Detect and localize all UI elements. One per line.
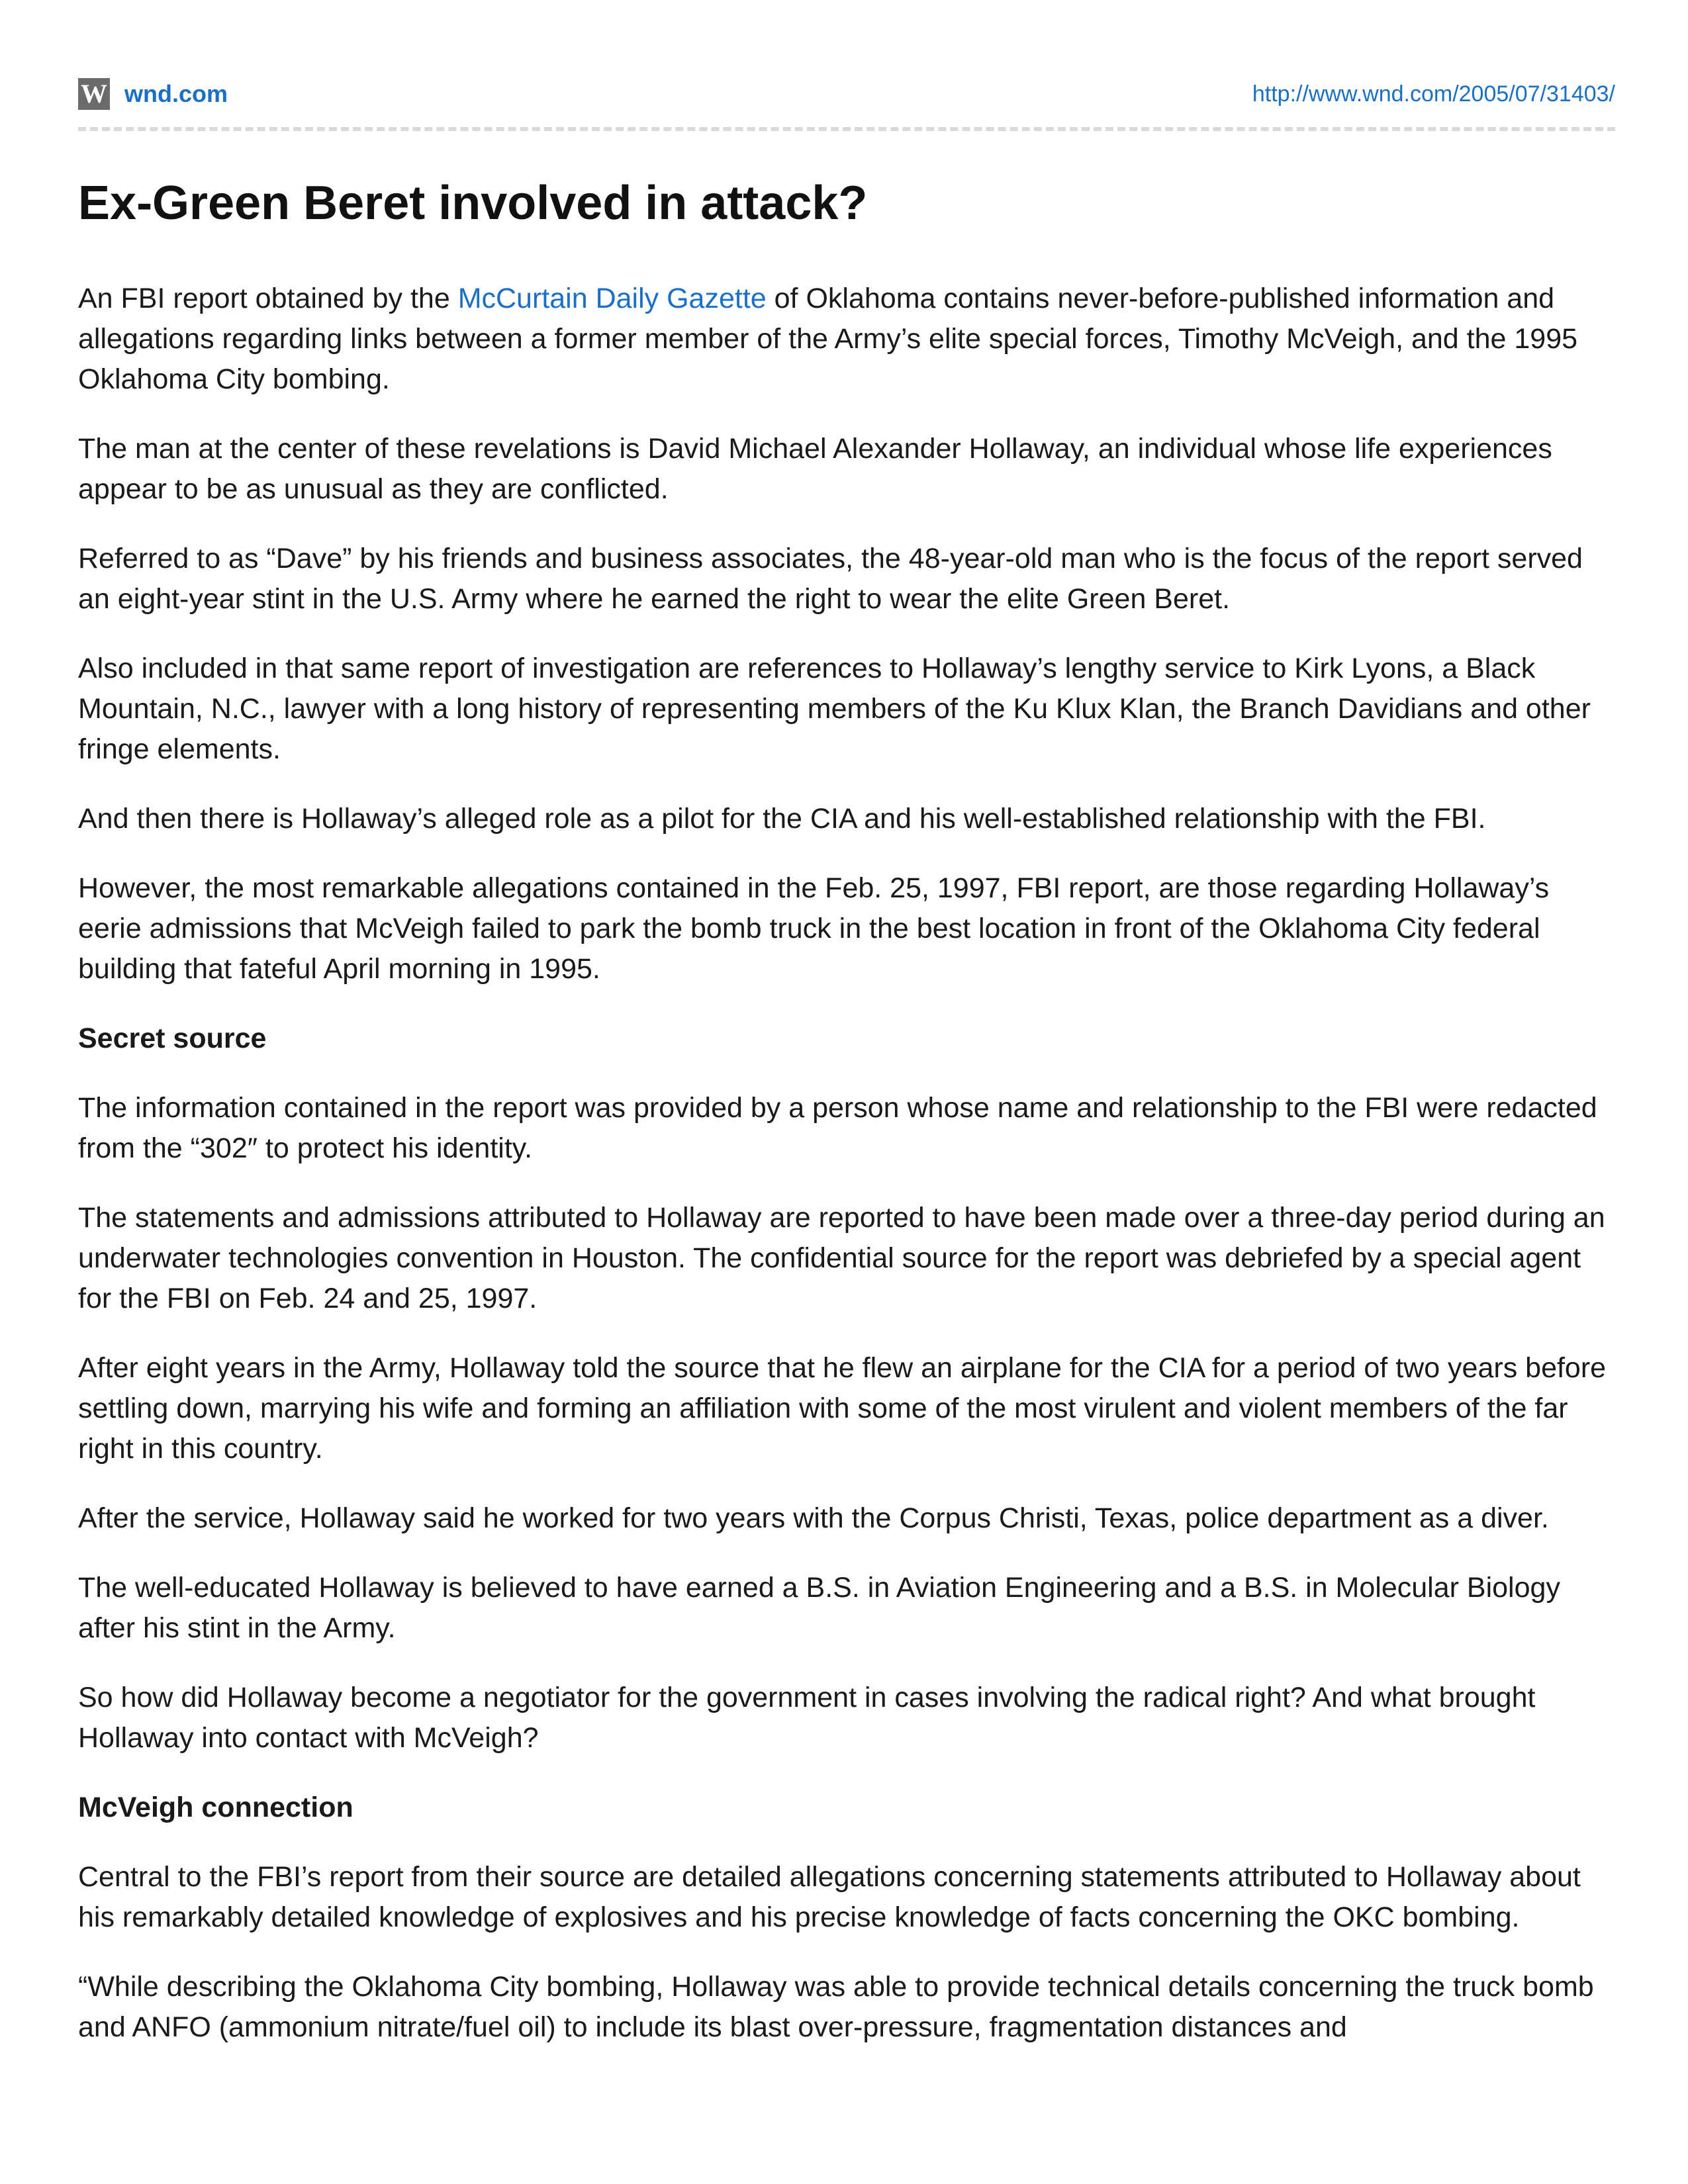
intro-text-after: of Oklahoma contains never-before-published information and allegations regarding links between a former member of the Army’s elite special forces, Timothy McVeigh, and the 1995 Oklahoma City bombing. xyxy=(78,282,1578,395)
paragraph: However, the most remarkable allegations contained in the Feb. 25, 1997, FBI report, are those regarding Hollaway’s eerie admissions that McVeigh failed to park the bomb truck in the best location in front of the Oklahoma City federal building that fateful April morning in 1995. xyxy=(78,872,1550,985)
article-body xyxy=(78,279,1615,2048)
paragraph: “While describing the Oklahoma City bombing, Hollaway was able to provide technical details concerning the truck bomb and ANFO (ammonium nitrate/fuel oil) to include its blast over-pressure, fragmentation distances and xyxy=(78,1970,1594,2043)
mccurtain-gazette-link[interactable]: McCurtain Daily Gazette xyxy=(457,282,767,314)
subheading-secret-source: Secret source xyxy=(78,1022,267,1054)
paragraph: After eight years in the Army, Hollaway told the source that he flew an airplane for the CIA for a period of two years before settling down, marrying his wife and forming an affiliation with some of the most virulent and violent members of the far right in this country. xyxy=(78,1351,1607,1465)
page xyxy=(78,74,1615,2077)
article-url-link[interactable]: http://www.wnd.com/2005/07/31403/ xyxy=(1252,81,1615,107)
paragraph: After the service, Hollaway said he worked for two years with the Corpus Christi, Texas, police department as a diver. xyxy=(78,1502,1549,1534)
paragraph: Referred to as “Dave” by his friends and business associates, the 48-year-old man who is the focus of the report served an eight-year stint in the U.S. Army where he earned the right to wear the elite Green Beret. xyxy=(78,542,1583,615)
wnd-logo-icon[interactable]: W xyxy=(78,78,110,110)
site-name-link[interactable]: wnd.com xyxy=(124,80,228,107)
paragraph: The statements and admissions attributed to Hollaway are reported to have been made over a three-day period during an underwater technologies convention in Houston. The confidential source for the report was debriefed by a special agent for the FBI on Feb. 24 and 25, 1997. xyxy=(78,1201,1605,1314)
article-title: Ex-Green Beret involved in attack? xyxy=(78,177,868,230)
paragraph: Central to the FBI’s report from their source are detailed allegations concerning statements attributed to Hollaway about his remarkably detailed knowledge of explosives and his precise knowledge of facts concerning the OKC bombing. xyxy=(78,1860,1581,1933)
paragraph: The information contained in the report was provided by a person whose name and relationship to the FBI were redacted from the “302″ to protect his identity. xyxy=(78,1091,1597,1164)
paragraph: So how did Hollaway become a negotiator for the government in cases involving the radical right? And what brought Hollaway into contact with McVeigh? xyxy=(78,1681,1536,1754)
header-divider xyxy=(78,127,1615,131)
paragraph: The man at the center of these revelations is David Michael Alexander Hollaway, an individual whose life experiences appear to be as unusual as they are conflicted. xyxy=(78,432,1552,505)
paragraph-intro xyxy=(78,279,1615,400)
page-header xyxy=(78,74,1615,114)
paragraph: Also included in that same report of investigation are references to Hollaway’s lengthy service to Kirk Lyons, a Black Mountain, N.C., lawyer with a long history of representing members of the Ku Klux Klan, the Branch Davidians and other fringe elements. xyxy=(78,652,1591,765)
paragraph: And then there is Hollaway’s alleged role as a pilot for the CIA and his well-established relationship with the FBI. xyxy=(78,802,1486,835)
subheading-mcveigh-connection: McVeigh connection xyxy=(78,1791,353,1823)
intro-text-before: An FBI report obtained by the xyxy=(78,282,450,314)
paragraph: The well-educated Hollaway is believed to have earned a B.S. in Aviation Engineering and a B.S. in Molecular Biology after his stint in the Army. xyxy=(78,1571,1560,1644)
site-brand[interactable] xyxy=(78,78,228,110)
